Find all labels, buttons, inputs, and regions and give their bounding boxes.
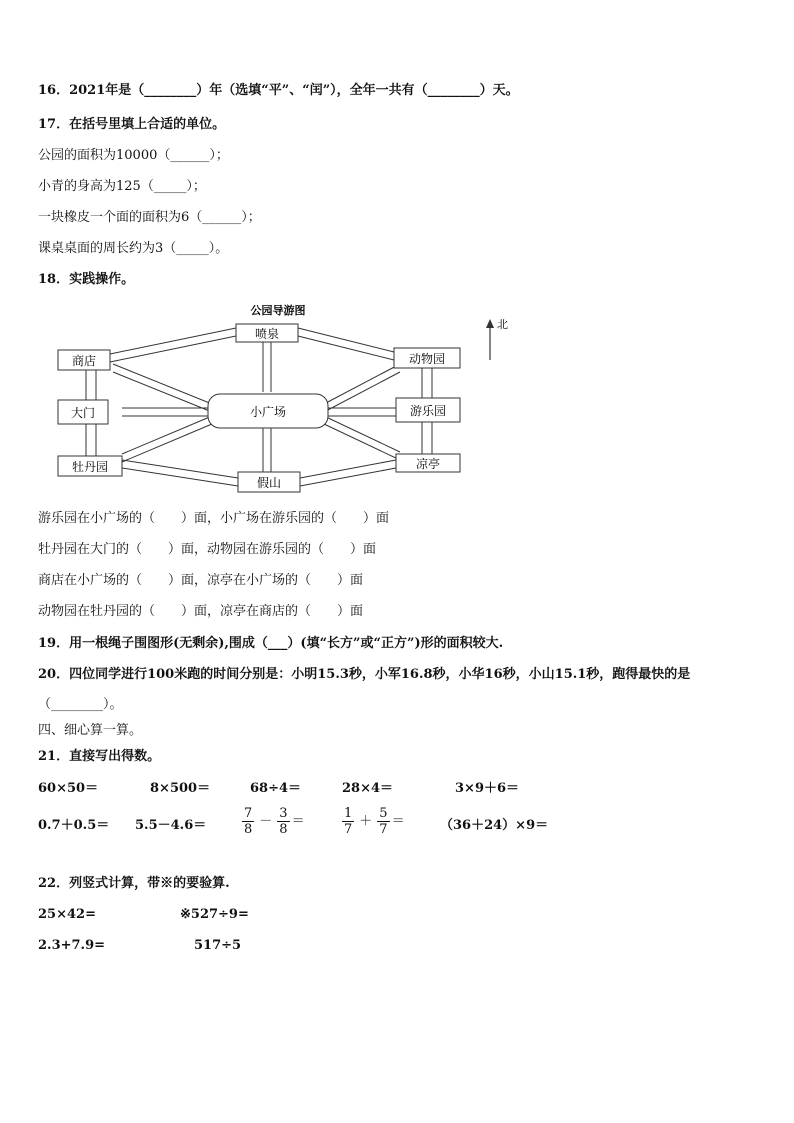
map-place-fountain [236, 324, 298, 342]
vertical-calc-item: ※527÷9= [180, 907, 249, 922]
question-21-title: 21．直接写出得数。 [38, 749, 161, 764]
question-22-title: 22．列竖式计算，带※的要验算. [38, 876, 230, 891]
map-place-peony [58, 456, 122, 476]
question-17-line-2: 小青的身高为125（_____）； [38, 179, 206, 194]
calc-item: 0.7＋0.5＝ [38, 818, 110, 833]
question-17-line-4: 课桌桌面的周长约为3（_____）。 [38, 241, 229, 256]
svg-text:牡丹园: 牡丹园 [71, 460, 109, 474]
svg-text:小广场: 小广场 [249, 405, 287, 419]
map-place-shop [58, 350, 110, 370]
svg-text:假山: 假山 [256, 476, 282, 490]
question-17-title: 17．在括号里填上合适的单位。 [38, 117, 226, 132]
question-18-line-3: 商店在小广场的（ ）面，凉亭在小广场的（ ）面 [38, 573, 364, 588]
question-18-line-2: 牡丹园在大门的（ ）面，动物园在游乐园的（ ）面 [38, 542, 377, 557]
section-4-title: 四、细心算一算。 [38, 723, 143, 738]
svg-text:游乐园: 游乐园 [409, 404, 447, 418]
svg-text:大门: 大门 [70, 406, 96, 420]
svg-text:商店: 商店 [71, 354, 97, 368]
north-arrow-icon [486, 318, 508, 360]
svg-text:喷泉: 喷泉 [254, 327, 280, 341]
calc-item: 8×500＝ [150, 781, 211, 796]
map-place-zoo [394, 348, 460, 368]
fraction-expression-1: $\frac{7}{8}$ － $\frac{3}{8}$ ＝ [244, 806, 305, 837]
map-place-pavilion [396, 454, 460, 472]
calc-item: 28×4＝ [342, 781, 394, 796]
question-20-line-2: （________）。 [38, 697, 123, 712]
vertical-calc-item: 25×42= [38, 907, 96, 922]
question-18-line-4: 动物园在牡丹园的（ ）面，凉亭在商店的（ ）面 [38, 604, 364, 619]
question-18-line-1: 游乐园在小广场的（ ）面，小广场在游乐园的（ ）面 [38, 511, 390, 526]
question-17-line-3: 一块橡皮一个面的面积为6（______）； [38, 210, 261, 225]
calc-item: 60×50＝ [38, 781, 99, 796]
park-map [0, 298, 794, 498]
calc-item: 5.5－4.6＝ [135, 818, 207, 833]
question-17-line-1: 公园的面积为10000（______）； [38, 148, 229, 163]
svg-text:北: 北 [497, 318, 508, 331]
question-20-line-1: 20．四位同学进行100米跑的时间分别是：小明15.3秒，小军16.8秒，小华16秒，小山15.1秒，跑得最快的是 [38, 667, 691, 682]
map-place-amusement [396, 398, 460, 422]
question-19: 19．用一根绳子围图形(无剩余),围成（___）(填“长方”或“正方”)形的面积较大. [38, 636, 504, 651]
calc-item: 3×9＋6＝ [455, 781, 520, 796]
map-place-plaza [208, 394, 328, 428]
fraction-expression-2: $\frac{1}{7}$ ＋ $\frac{5}{7}$ ＝ [344, 806, 405, 837]
park-map-title: 公园导游图 [250, 304, 306, 317]
svg-text:凉亭: 凉亭 [415, 457, 441, 471]
vertical-calc-item: 517÷5 [194, 938, 242, 953]
map-place-rockery [238, 472, 300, 492]
svg-text:动物园: 动物园 [408, 352, 446, 366]
calc-item: 68÷4＝ [250, 781, 302, 796]
question-18-title: 18．实践操作。 [38, 272, 135, 287]
vertical-calc-item: 2.3+7.9= [38, 938, 106, 953]
question-16: 16．2021年是（________）年（选填“平”、“闰”），全年一共有（________）天。 [38, 83, 519, 98]
map-place-gate [58, 400, 108, 424]
calc-item: （36＋24）×9＝ [440, 818, 549, 833]
